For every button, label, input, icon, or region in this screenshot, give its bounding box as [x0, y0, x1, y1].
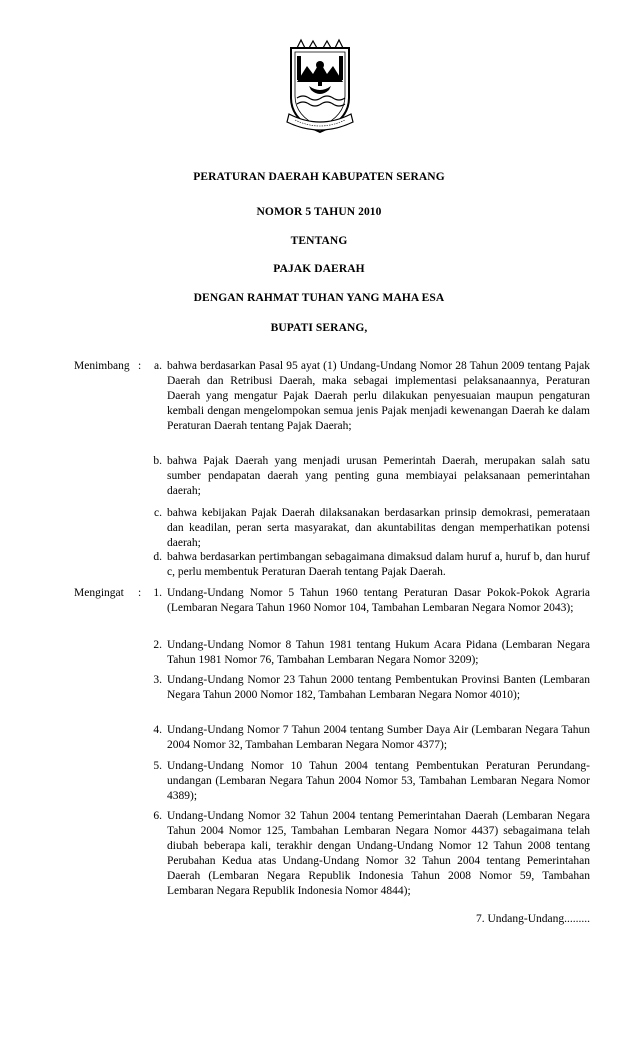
- mengingat-marker-3: 3.: [153, 674, 162, 686]
- regulation-title: PERATURAN DAERAH KABUPATEN SERANG: [193, 171, 445, 183]
- regency-emblem-logo: [283, 38, 357, 138]
- mengingat-item-6: Undang-Undang Nomor 32 Tahun 2004 tentang Pemerintahan Daerah (Lembaran Negara Tahun 2004 Nomor 125, Tambahan Lembaran Negara Nomor 4437) sebagaimana telah diubah beberapa kali, terakhir dengan Undang-Undang Nomor 12 Tahun 2008 tentang Perubahan Kedua atas Undang-Undang Nomor 32 Tahun 2004 tentang Pemerintahan Daerah (Lembaran Negara Republik Indonesia Tahun 2008 Nomor 59, Tambahan Lembaran Negara Republik Indonesia Nomor 4844);: [167, 810, 590, 897]
- about-heading: TENTANG: [290, 235, 348, 247]
- regent-heading: BUPATI SERANG,: [270, 322, 368, 334]
- mengingat-item-1: Undang-Undang Nomor 5 Tahun 1960 tentang Peraturan Dasar Pokok-Pokok Agraria (Lembaran Negara Tahun 1960 Nomor 104, Tambahan Lembaran Negara Nomor 2043);: [167, 587, 590, 614]
- blessing-heading: DENGAN RAHMAT TUHAN YANG MAHA ESA: [193, 292, 445, 304]
- menimbang-item-a: bahwa berdasarkan Pasal 95 ayat (1) Undang-Undang Nomor 28 Tahun 2009 tentang Pajak Daerah dan Retribusi Daerah, maka sebagai implementasi pelaksanaannya, Peraturan Daerah yang mengatur Pajak Daerah perlu dilakukan penyesuaian maupun pengaturan kembali dengan mengelompokan semua jenis Pajak menjadi kewenangan Daerah ke dalam Peraturan Daerah tentang Pajak Daerah;: [167, 360, 590, 432]
- menimbang-colon: :: [138, 360, 142, 372]
- menimbang-item-d: bahwa berdasarkan pertimbangan sebagaimana dimaksud dalam huruf a, huruf b, dan huruf c, perlu membentuk Peraturan Daerah tentang Pajak Daerah.: [167, 551, 590, 578]
- menimbang-marker-b: b.: [153, 455, 162, 467]
- mengingat-colon: :: [138, 587, 142, 599]
- mengingat-item-4: Undang-Undang Nomor 7 Tahun 2004 tentang Sumber Daya Air (Lembaran Negara Tahun 2004 Nomor 32, Tambahan Lembaran Negara Nomor 4377);: [167, 724, 590, 751]
- mengingat-marker-2: 2.: [153, 639, 162, 651]
- menimbang-item-b: bahwa Pajak Daerah yang menjadi urusan Pemerintah Daerah, merupakan salah satu sumber pendapatan daerah yang penting guna membiayai pelaksanaan pemerintahan daerah;: [167, 455, 590, 497]
- subject-heading: PAJAK DAERAH: [273, 263, 365, 275]
- mengingat-marker-1: 1.: [153, 587, 162, 599]
- mengingat-item-2: Undang-Undang Nomor 8 Tahun 1981 tentang Hukum Acara Pidana (Lembaran Negara Tahun 1981 Nomor 76, Tambahan Lembaran Negara Nomor 3209);: [167, 639, 590, 666]
- menimbang-marker-d: d.: [153, 551, 162, 563]
- menimbang-marker-a: a.: [154, 360, 162, 372]
- mengingat-item-3: Undang-Undang Nomor 23 Tahun 2000 tentang Pembentukan Provinsi Banten (Lembaran Negara Tahun 2000 Nomor 182, Tambahan Lembaran Negara Nomor 4010);: [167, 674, 590, 701]
- menimbang-marker-c: c.: [154, 507, 162, 519]
- page-continuation: 7. Undang-Undang.........: [475, 913, 590, 925]
- mengingat-marker-4: 4.: [153, 724, 162, 736]
- mengingat-label: Mengingat: [74, 587, 124, 599]
- mengingat-item-5: Undang-Undang Nomor 10 Tahun 2004 tentang Pembentukan Peraturan Perundang-undangan (Lembaran Negara Tahun 2004 Nomor 53, Tambahan Lembaran Negara Nomor 4389);: [167, 760, 590, 802]
- menimbang-item-c: bahwa kebijakan Pajak Daerah dilaksanakan berdasarkan prinsip demokrasi, pemerataan dan keadilan, peran serta masyarakat, dan akuntabilitas dengan memperhatikan potensi daerah;: [167, 507, 590, 549]
- mengingat-marker-6: 6.: [153, 810, 162, 822]
- regulation-number: NOMOR 5 TAHUN 2010: [256, 206, 382, 218]
- mengingat-marker-5: 5.: [153, 760, 162, 772]
- menimbang-label: Menimbang: [74, 360, 130, 372]
